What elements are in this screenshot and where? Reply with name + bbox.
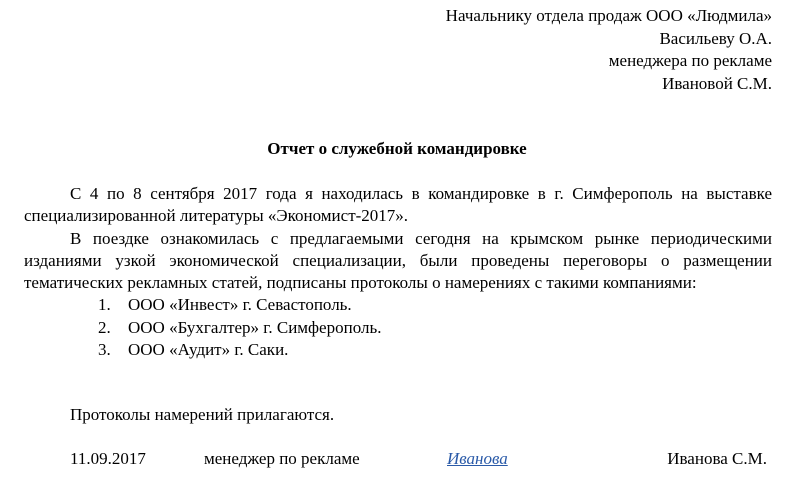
signature-name: Иванова С.М. [667, 449, 767, 468]
list-item-text: ООО «Инвест» г. Севастополь. [128, 295, 352, 315]
addressee-sender-position: менеджера по рекламе [608, 51, 772, 70]
list-item-number: 2. [98, 317, 111, 337]
addressee-block [446, 5, 772, 95]
companies-list [24, 294, 772, 361]
list-item-number: 1. [98, 295, 111, 315]
signature-date: 11.09.2017 [70, 449, 146, 468]
closing-note: Протоколы намерений прилагаются. [70, 405, 335, 424]
addressee-recipient-position: Начальнику отдела продаж ООО «Людмила» [445, 6, 772, 25]
list-item [24, 294, 772, 316]
list-item-text: ООО «Бухгалтер» г. Симферополь. [128, 317, 382, 337]
paragraph-trip-dates: С 4 по 8 сентября 2017 года я находилась в командировке в г. Симферополь на выставке специализированной литературы «Экономист-2017». [24, 184, 772, 226]
document-title: Отчет о служебной командировке [267, 139, 527, 158]
list-item-number: 3. [98, 340, 111, 360]
signature-position: менеджер по рекламе [204, 449, 360, 468]
list-item [24, 317, 772, 339]
report-body [24, 183, 772, 361]
addressee-recipient-name: Васильеву О.А. [659, 28, 772, 48]
handwritten-signature: Иванова [447, 449, 508, 468]
list-item-text: ООО «Аудит» г. Саки. [128, 340, 289, 360]
list-item [24, 339, 772, 361]
addressee-sender-name: Ивановой С.М. [662, 73, 772, 93]
paragraph-trip-results: В поездке ознакомилась с предлагаемыми сегодня на крымском рынке периодическими изданиями узкой экономической специализации, были проведены переговоры о размещении тематических рекламных статей, подписаны протоколы о намерениях с такими компаниями: [24, 228, 772, 293]
